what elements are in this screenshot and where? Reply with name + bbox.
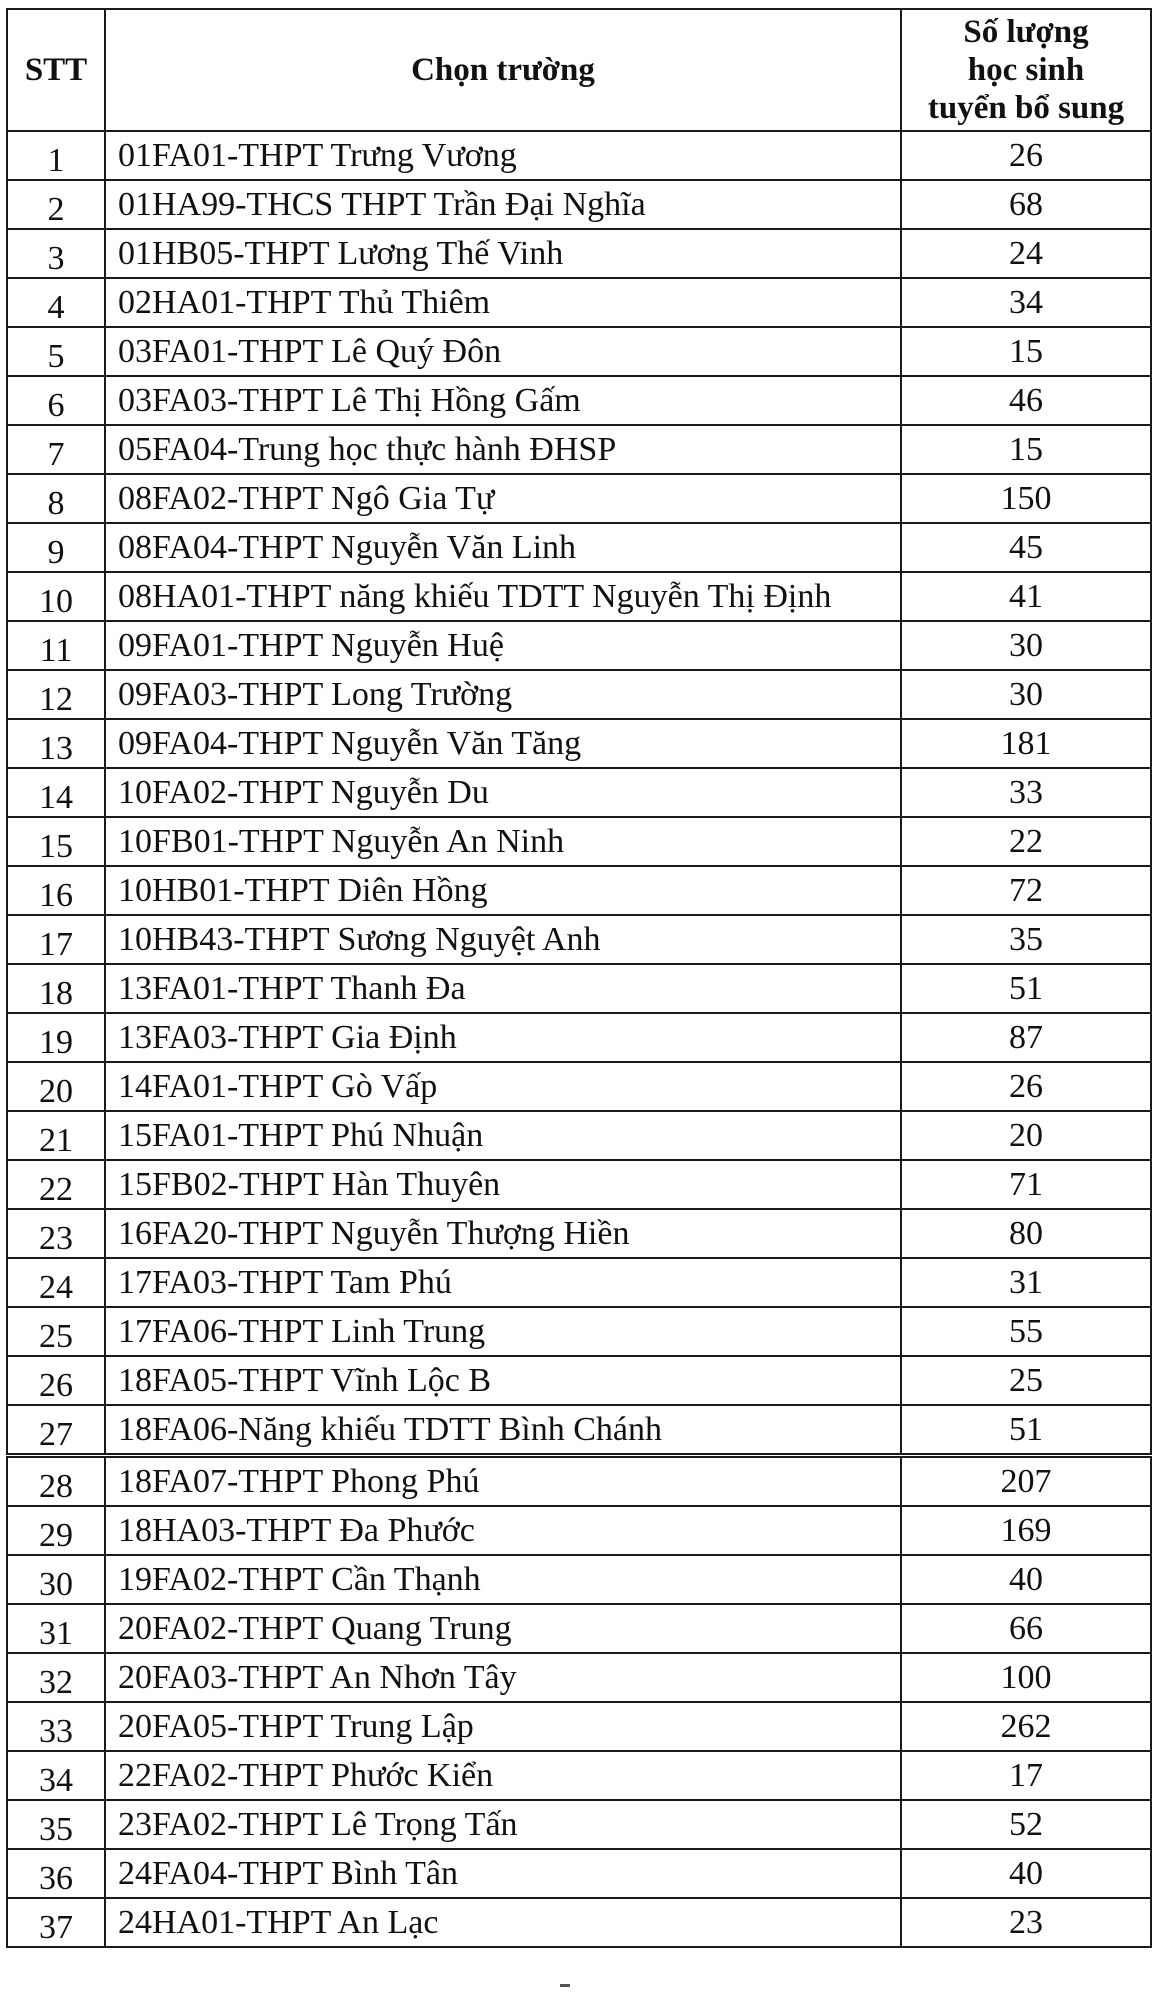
header-school: Chọn trường <box>105 9 901 131</box>
header-count <box>901 9 1151 131</box>
row-stt-cell: 16 <box>7 866 105 915</box>
row-count-cell: 80 <box>901 1209 1151 1258</box>
row-stt-cell: 13 <box>7 719 105 768</box>
row-count-cell: 41 <box>901 572 1151 621</box>
row-stt-cell: 31 <box>7 1604 105 1653</box>
table-body <box>7 131 1151 1947</box>
row-stt-cell: 28 <box>7 1456 105 1507</box>
row-count-cell: 72 <box>901 866 1151 915</box>
row-stt-cell: 17 <box>7 915 105 964</box>
row-school-cell: 19FA02-THPT Cần Thạnh <box>105 1555 901 1604</box>
row-stt-cell: 9 <box>7 523 105 572</box>
row-count-cell: 31 <box>901 1258 1151 1307</box>
row-stt-cell: 5 <box>7 327 105 376</box>
row-stt-cell: 8 <box>7 474 105 523</box>
row-school-cell: 15FA01-THPT Phú Nhuận <box>105 1111 901 1160</box>
row-count-cell: 40 <box>901 1849 1151 1898</box>
row-school-cell: 03FA03-THPT Lê Thị Hồng Gấm <box>105 376 901 425</box>
row-stt-cell: 32 <box>7 1653 105 1702</box>
table-row <box>7 425 1151 474</box>
row-school-cell: 15FB02-THPT Hàn Thuyên <box>105 1160 901 1209</box>
table-row <box>7 866 1151 915</box>
table-row <box>7 1062 1151 1111</box>
row-stt-cell: 36 <box>7 1849 105 1898</box>
header-count-line: tuyển bổ sung <box>927 90 1125 126</box>
row-count-cell: 30 <box>901 670 1151 719</box>
row-stt-cell: 12 <box>7 670 105 719</box>
row-count-cell: 15 <box>901 327 1151 376</box>
table-row <box>7 915 1151 964</box>
row-count-cell: 71 <box>901 1160 1151 1209</box>
row-count-cell: 52 <box>901 1800 1151 1849</box>
row-school-cell: 17FA06-THPT Linh Trung <box>105 1307 901 1356</box>
row-count-cell: 100 <box>901 1653 1151 1702</box>
table-row <box>7 817 1151 866</box>
row-count-cell: 23 <box>901 1898 1151 1947</box>
row-school-cell: 16FA20-THPT Nguyễn Thượng Hiền <box>105 1209 901 1258</box>
row-count-cell: 20 <box>901 1111 1151 1160</box>
header-stt: STT <box>7 9 105 131</box>
table-row <box>7 572 1151 621</box>
row-count-cell: 45 <box>901 523 1151 572</box>
row-school-cell: 01HB05-THPT Lương Thế Vinh <box>105 229 901 278</box>
table-row <box>7 474 1151 523</box>
row-school-cell: 20FA05-THPT Trung Lập <box>105 1702 901 1751</box>
table-row <box>7 1111 1151 1160</box>
row-stt-cell: 18 <box>7 964 105 1013</box>
table-row <box>7 621 1151 670</box>
row-school-cell: 18FA06-Năng khiếu TDTT Bình Chánh <box>105 1405 901 1456</box>
row-school-cell: 08FA02-THPT Ngô Gia Tự <box>105 474 901 523</box>
row-count-cell: 55 <box>901 1307 1151 1356</box>
row-school-cell: 20FA02-THPT Quang Trung <box>105 1604 901 1653</box>
row-stt-cell: 23 <box>7 1209 105 1258</box>
row-stt-cell: 26 <box>7 1356 105 1405</box>
table-row <box>7 180 1151 229</box>
table-row <box>7 964 1151 1013</box>
row-school-cell: 10HB43-THPT Sương Nguyệt Anh <box>105 915 901 964</box>
school-quota-sheet <box>6 8 1150 1948</box>
row-school-cell: 17FA03-THPT Tam Phú <box>105 1258 901 1307</box>
table-row <box>7 131 1151 180</box>
table-row <box>7 1258 1151 1307</box>
row-stt-cell: 1 <box>7 131 105 180</box>
row-count-cell: 26 <box>901 131 1151 180</box>
table-row <box>7 1160 1151 1209</box>
row-school-cell: 10FA02-THPT Nguyễn Du <box>105 768 901 817</box>
table-row <box>7 1653 1151 1702</box>
row-count-cell: 169 <box>901 1506 1151 1555</box>
row-stt-cell: 2 <box>7 180 105 229</box>
row-count-cell: 15 <box>901 425 1151 474</box>
row-school-cell: 03FA01-THPT Lê Quý Đôn <box>105 327 901 376</box>
table-row <box>7 327 1151 376</box>
row-stt-cell: 19 <box>7 1013 105 1062</box>
row-count-cell: 35 <box>901 915 1151 964</box>
row-stt-cell: 15 <box>7 817 105 866</box>
row-stt-cell: 22 <box>7 1160 105 1209</box>
row-school-cell: 14FA01-THPT Gò Vấp <box>105 1062 901 1111</box>
table-row <box>7 376 1151 425</box>
table-row <box>7 670 1151 719</box>
row-count-cell: 68 <box>901 180 1151 229</box>
table-row <box>7 719 1151 768</box>
row-school-cell: 09FA03-THPT Long Trường <box>105 670 901 719</box>
table-row <box>7 1555 1151 1604</box>
table-header-row <box>7 9 1151 131</box>
row-stt-cell: 3 <box>7 229 105 278</box>
row-count-cell: 22 <box>901 817 1151 866</box>
row-school-cell: 05FA04-Trung học thực hành ĐHSP <box>105 425 901 474</box>
row-stt-cell: 14 <box>7 768 105 817</box>
table-row <box>7 523 1151 572</box>
row-count-cell: 181 <box>901 719 1151 768</box>
row-count-cell: 25 <box>901 1356 1151 1405</box>
table-row <box>7 1209 1151 1258</box>
row-school-cell: 13FA01-THPT Thanh Đa <box>105 964 901 1013</box>
row-stt-cell: 6 <box>7 376 105 425</box>
row-stt-cell: 7 <box>7 425 105 474</box>
row-stt-cell: 37 <box>7 1898 105 1947</box>
table-row <box>7 1013 1151 1062</box>
table-row <box>7 1604 1151 1653</box>
table-row <box>7 1702 1151 1751</box>
row-stt-cell: 25 <box>7 1307 105 1356</box>
row-school-cell: 22FA02-THPT Phước Kiển <box>105 1751 901 1800</box>
row-count-cell: 40 <box>901 1555 1151 1604</box>
row-school-cell: 09FA01-THPT Nguyễn Huệ <box>105 621 901 670</box>
row-school-cell: 24HA01-THPT An Lạc <box>105 1898 901 1947</box>
row-school-cell: 18FA07-THPT Phong Phú <box>105 1456 901 1507</box>
header-count-line: Số lượng <box>963 14 1089 50</box>
row-school-cell: 08HA01-THPT năng khiếu TDTT Nguyễn Thị Định <box>105 572 901 621</box>
row-stt-cell: 34 <box>7 1751 105 1800</box>
header-count-line: học sinh <box>967 52 1085 88</box>
page-edge-mark <box>560 1984 570 1987</box>
row-count-cell: 150 <box>901 474 1151 523</box>
table-row <box>7 1800 1151 1849</box>
table-row <box>7 1456 1151 1507</box>
row-school-cell: 10HB01-THPT Diên Hồng <box>105 866 901 915</box>
row-count-cell: 34 <box>901 278 1151 327</box>
table-row <box>7 229 1151 278</box>
table-row <box>7 1898 1151 1947</box>
row-school-cell: 13FA03-THPT Gia Định <box>105 1013 901 1062</box>
table-row <box>7 1405 1151 1456</box>
row-stt-cell: 21 <box>7 1111 105 1160</box>
row-count-cell: 26 <box>901 1062 1151 1111</box>
school-quota-table <box>6 8 1152 1948</box>
row-count-cell: 51 <box>901 1405 1151 1456</box>
table-row <box>7 1506 1151 1555</box>
row-count-cell: 30 <box>901 621 1151 670</box>
row-school-cell: 09FA04-THPT Nguyễn Văn Tăng <box>105 719 901 768</box>
row-count-cell: 33 <box>901 768 1151 817</box>
row-school-cell: 24FA04-THPT Bình Tân <box>105 1849 901 1898</box>
row-stt-cell: 27 <box>7 1405 105 1456</box>
table-row <box>7 1751 1151 1800</box>
row-stt-cell: 10 <box>7 572 105 621</box>
table-row <box>7 1307 1151 1356</box>
row-stt-cell: 35 <box>7 1800 105 1849</box>
table-row <box>7 278 1151 327</box>
row-count-cell: 46 <box>901 376 1151 425</box>
row-count-cell: 207 <box>901 1456 1151 1507</box>
row-stt-cell: 11 <box>7 621 105 670</box>
row-stt-cell: 20 <box>7 1062 105 1111</box>
row-stt-cell: 33 <box>7 1702 105 1751</box>
row-school-cell: 20FA03-THPT An Nhơn Tây <box>105 1653 901 1702</box>
row-school-cell: 18HA03-THPT Đa Phước <box>105 1506 901 1555</box>
row-count-cell: 24 <box>901 229 1151 278</box>
row-school-cell: 01HA99-THCS THPT Trần Đại Nghĩa <box>105 180 901 229</box>
row-stt-cell: 4 <box>7 278 105 327</box>
row-stt-cell: 24 <box>7 1258 105 1307</box>
row-school-cell: 01FA01-THPT Trưng Vương <box>105 131 901 180</box>
row-school-cell: 10FB01-THPT Nguyễn An Ninh <box>105 817 901 866</box>
row-count-cell: 262 <box>901 1702 1151 1751</box>
row-school-cell: 23FA02-THPT Lê Trọng Tấn <box>105 1800 901 1849</box>
row-school-cell: 02HA01-THPT Thủ Thiêm <box>105 278 901 327</box>
row-count-cell: 66 <box>901 1604 1151 1653</box>
table-row <box>7 1356 1151 1405</box>
table-row <box>7 768 1151 817</box>
row-count-cell: 17 <box>901 1751 1151 1800</box>
row-stt-cell: 29 <box>7 1506 105 1555</box>
row-stt-cell: 30 <box>7 1555 105 1604</box>
table-row <box>7 1849 1151 1898</box>
row-school-cell: 08FA04-THPT Nguyễn Văn Linh <box>105 523 901 572</box>
row-school-cell: 18FA05-THPT Vĩnh Lộc B <box>105 1356 901 1405</box>
row-count-cell: 87 <box>901 1013 1151 1062</box>
row-count-cell: 51 <box>901 964 1151 1013</box>
